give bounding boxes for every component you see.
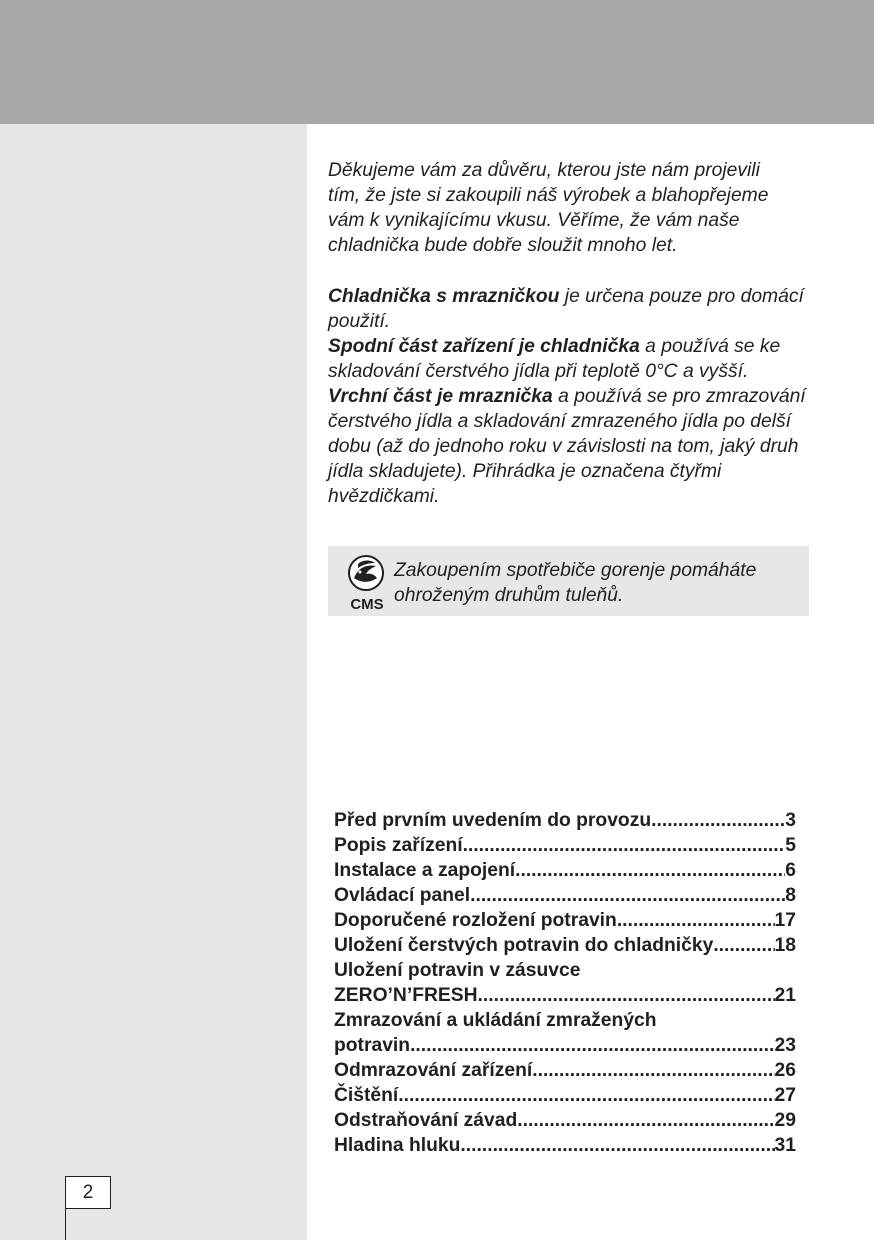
toc-title: Popis zařízení [334,835,463,856]
toc-title: Uložení čerstvých potravin do chladničky [334,935,714,956]
toc-title: Odmrazování zařízení [334,1060,533,1081]
page-number-rule [65,1209,66,1240]
table-of-contents [334,808,796,1158]
toc-leader [460,1133,774,1158]
toc-page: 23 [774,1035,796,1056]
toc-title: Instalace a zapojení [334,860,516,881]
toc-page: 27 [774,1085,796,1106]
toc-page: 5 [785,835,796,856]
usage-text-1: je určena pouze pro domácí použití. [328,286,804,332]
usage-paragraph-3 [328,384,828,509]
usage-text-3: a používá se pro zmrazování čerstvého jídla a skladování zmrazeného jídla po delší dobu (až do jednoho roku v závislosti na tom, jaký druh jídla skladujete). Přihrádka je označena čtyřmi hvězdičkami. [328,386,806,507]
toc-page: 21 [774,985,796,1006]
header-band [0,0,874,124]
toc-leader [532,1058,774,1083]
toc-entry[interactable] [334,933,796,958]
usage-description [328,284,828,509]
toc-title: ZERO’N’FRESH [334,985,478,1006]
toc-title: Před prvním uvedením do provozu [334,810,652,831]
toc-title: potravin [334,1035,411,1056]
intro-line: tím, že jste si zakoupili náš výrobek a blahopřejeme [328,185,769,206]
toc-page: 29 [774,1110,796,1131]
toc-leader [651,808,785,833]
toc-page: 18 [774,935,796,956]
toc-entry[interactable] [334,1058,796,1083]
toc-title: Doporučené rozložení potravin [334,910,617,931]
toc-leader [517,1108,774,1133]
usage-bold-3: Vrchní část je mraznička [328,386,553,407]
toc-page: 6 [785,860,796,881]
toc-entry[interactable] [334,858,796,883]
toc-entry[interactable] [334,1083,796,1108]
toc-entry[interactable] [334,833,796,858]
toc-entry[interactable] [334,908,796,933]
cms-notice-text: Zakoupením spotřebiče gorenje pomáháte ohroženým druhům tuleňů. [394,560,757,606]
usage-bold-1: Chladnička s mrazničkou [328,286,560,307]
toc-leader [410,1033,774,1058]
cms-seal-logo-icon [346,554,388,612]
toc-leader [470,883,785,908]
toc-entry[interactable] [334,883,796,908]
cms-logo-label: CMS [350,596,384,612]
toc-page: 17 [774,910,796,931]
toc-leader [515,858,785,883]
intro-line: Děkujeme vám za důvěru, kterou jste nám projevili [328,160,760,181]
toc-leader [398,1083,774,1108]
toc-page: 3 [785,810,796,831]
cms-notice-box [328,546,809,616]
left-margin-column [0,124,307,1240]
usage-bold-2: Spodní část zařízení je chladnička [328,336,640,357]
toc-page: 31 [774,1135,796,1156]
toc-leader [617,908,775,933]
toc-page: 26 [774,1060,796,1081]
toc-title-line1[interactable]: Uložení potravin v zásuvce [334,960,581,981]
toc-leader [478,983,775,1008]
toc-leader [463,833,786,858]
usage-text-2: a používá se ke skladování čerstvého jídla při teplotě 0°C a vyšší. [328,336,781,382]
toc-page: 8 [785,885,796,906]
toc-entry[interactable] [334,1033,796,1058]
toc-title: Ovládací panel [334,885,471,906]
usage-paragraph-1 [328,284,828,334]
toc-title: Čištění [334,1085,399,1106]
toc-leader [713,933,774,958]
toc-entry[interactable] [334,808,796,833]
toc-title-line1[interactable]: Zmrazování a ukládání zmražených [334,1010,657,1031]
intro-paragraph [328,158,818,258]
intro-line: chladnička bude dobře sloužit mnoho let. [328,235,678,256]
page-number: 2 [65,1176,111,1209]
toc-entry[interactable] [334,1108,796,1133]
toc-title: Odstraňování závad [334,1110,518,1131]
toc-title: Hladina hluku [334,1135,461,1156]
usage-paragraph-2 [328,334,828,384]
toc-entry[interactable] [334,1133,796,1158]
toc-entry[interactable] [334,983,796,1008]
intro-line: vám k vynikajícímu vkusu. Věříme, že vám naše [328,210,740,231]
